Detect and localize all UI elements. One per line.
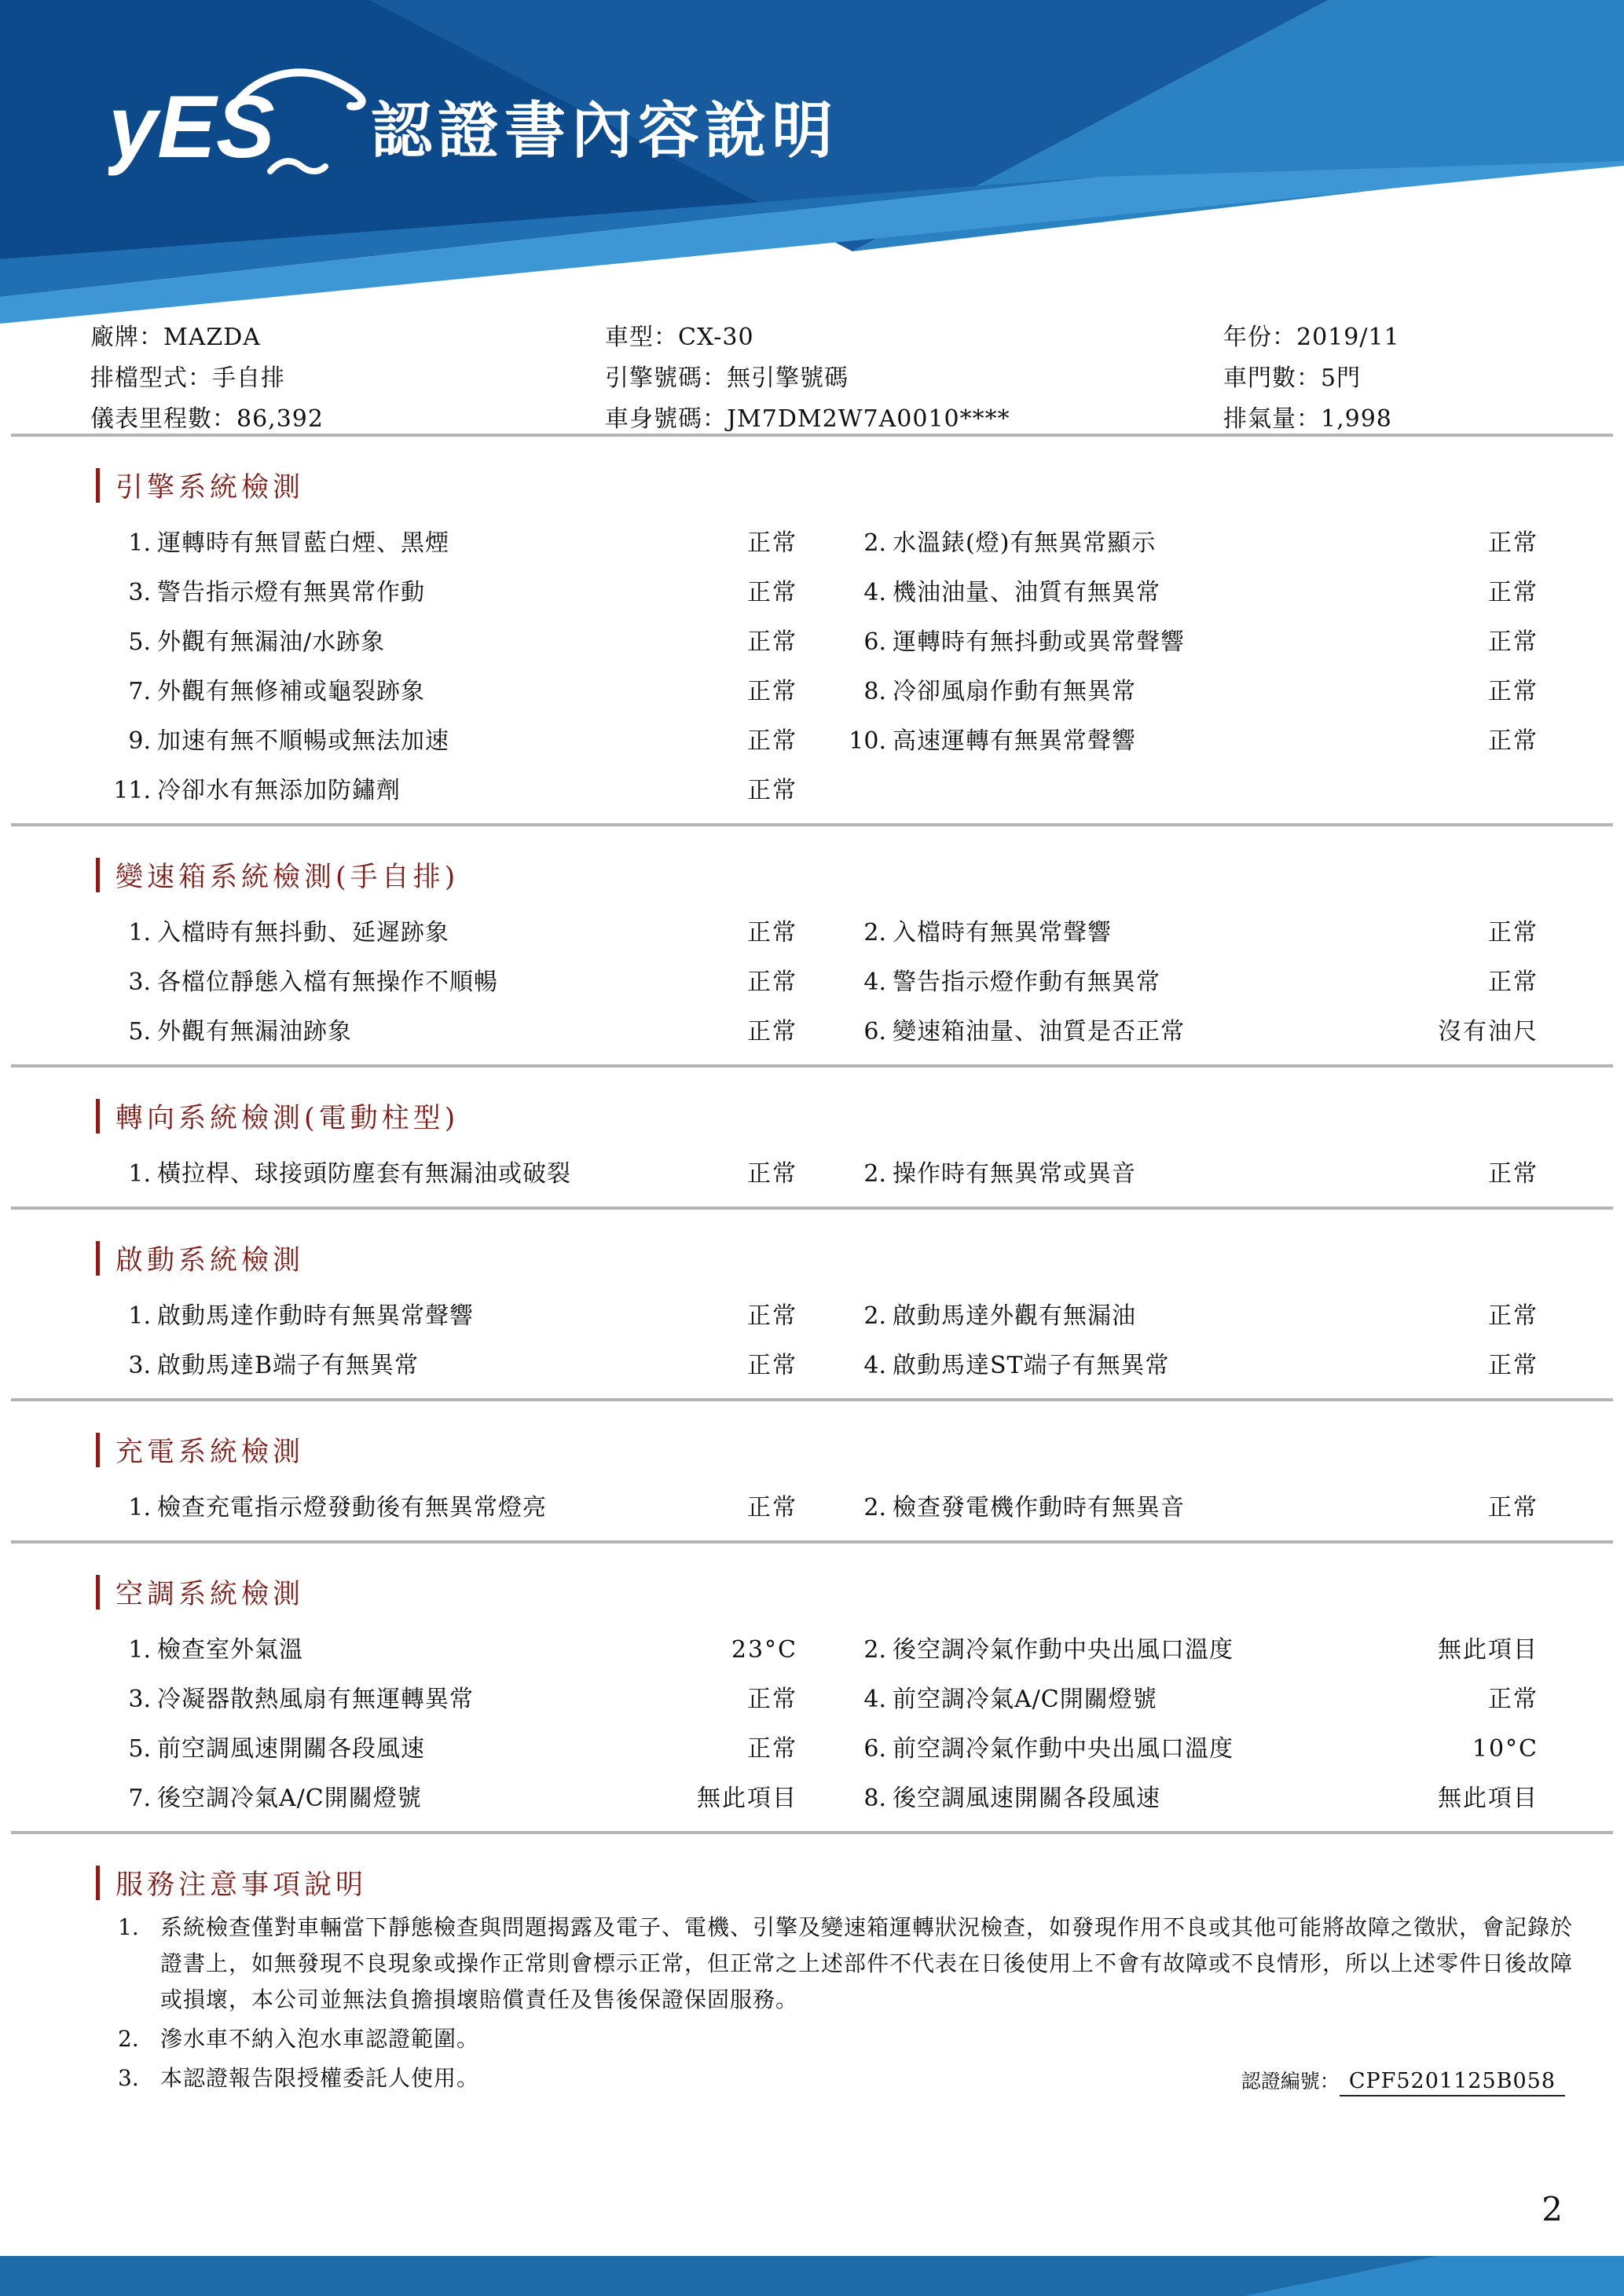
info-field-value: JM7DM2W7A0010**** [727,405,1010,433]
info-field [90,399,605,434]
item-label: 加速有無不順暢或無法加速 [157,727,449,755]
section-rows [0,1146,1624,1210]
item-value: 正常 [747,677,797,705]
item-number: 4. [863,1351,886,1379]
checklist-item [102,1488,797,1522]
item-number: 1. [128,1159,151,1188]
item-label: 檢查室外氣溫 [157,1635,303,1664]
item-number: 4. [863,1685,886,1713]
info-field-label: 車門數： [1223,364,1321,392]
item-value: 正常 [747,1302,797,1330]
item-value: 正常 [1488,1159,1538,1188]
checklist-item [838,1346,1538,1380]
note-text: 滲水車不納入泡水車認證範圍。 [160,2026,480,2052]
section-red-bar [96,1241,100,1276]
item-number: 11. [113,776,151,804]
divider [11,823,1613,826]
item-number: 5. [128,628,151,656]
info-field-value: 5門 [1321,364,1362,392]
info-field-label: 廠牌： [90,324,163,351]
vehicle-info [90,314,1567,437]
info-field-label: 排氣量： [1223,405,1321,433]
checklist-item [102,622,797,657]
info-row [90,396,1567,437]
item-number: 3. [128,968,151,996]
item-label: 外觀有無漏油跡象 [157,1017,352,1045]
item-number: 9. [128,727,151,755]
item-number: 1. [128,1635,151,1664]
item-label: 變速箱油量、油質是否正常 [893,1017,1185,1045]
item-number: 8. [863,677,886,705]
item-value: 正常 [747,968,797,996]
item-label: 運轉時有無抖動或異常聲響 [893,628,1185,656]
item-label: 外觀有無修補或龜裂跡象 [157,677,425,705]
item-value: 正常 [747,628,797,656]
item-label: 冷凝器散熱風扇有無運轉異常 [157,1685,474,1713]
item-number: 1. [128,529,151,557]
certificate-number-value: CPF5201125B058 [1340,2069,1565,2096]
note-text: 本認證報告限授權委託人使用。 [160,2065,480,2091]
section-rows [0,1480,1624,1543]
item-value: 無此項目 [1438,1784,1538,1812]
checklist-item [838,962,1538,997]
checklist-row [0,905,1624,954]
info-field-value: 86,392 [236,405,324,433]
checklist-row [0,614,1624,664]
item-value: 正常 [1488,727,1538,755]
item-number: 1. [128,1302,151,1330]
page-title: 認證書內容說明 [371,96,839,165]
item-label: 高速運轉有無異常聲響 [893,727,1136,755]
info-field [1223,358,1567,393]
item-number: 3. [128,578,151,606]
item-value: 正常 [1488,1493,1538,1522]
item-label: 檢查充電指示燈發動後有無異常燈亮 [157,1493,547,1522]
yes-logo [108,61,368,187]
checklist-row [0,515,1624,565]
section-header-starter [96,1241,1624,1276]
item-value: 正常 [1488,1302,1538,1330]
section-title: 啟動系統檢測 [115,1245,305,1276]
section-starter [0,1241,1624,1401]
checklist-row [0,1146,1624,1196]
item-value: 正常 [1488,968,1538,996]
section-rows [0,1288,1624,1401]
car-underline-icon [270,161,325,171]
checklist-item [838,622,1538,657]
item-label: 入檔時有無異常聲響 [893,918,1112,947]
info-field [605,317,1223,352]
item-number: 1. [128,918,151,947]
info-field-label: 車型： [605,324,678,351]
section-red-bar [96,1099,100,1133]
item-label: 入檔時有無抖動、延遲跡象 [157,918,449,947]
section-rows [0,1622,1624,1834]
item-value: 正常 [1488,529,1538,557]
checklist-row [0,763,1624,812]
section-red-bar [96,468,100,503]
item-value: 正常 [747,1351,797,1379]
checklist-row [0,565,1624,614]
item-label: 機油油量、油質有無異常 [893,578,1160,606]
item-label: 冷卻水有無添加防鏽劑 [157,776,401,804]
sections-container [0,468,1624,1834]
item-number: 2. [863,1302,886,1330]
info-field [90,317,605,352]
item-number: 2. [863,1493,886,1522]
checklist-row [0,1480,1624,1529]
section-header-charging [96,1433,1624,1467]
item-value: 正常 [1488,677,1538,705]
checklist-item [838,672,1538,706]
checklist-item [102,573,797,607]
section-steering [0,1099,1624,1210]
item-value: 正常 [1488,628,1538,656]
checklist-item [838,523,1538,558]
checklist-row [0,954,1624,1004]
notes-section [0,1866,1624,2096]
info-field [605,399,1223,434]
item-value: 正常 [747,918,797,947]
section-header-steering [96,1099,1624,1133]
item-label: 前空調風速開關各段風速 [157,1734,425,1763]
section-title: 充電系統檢測 [115,1437,305,1468]
checklist-item [838,721,1538,756]
item-label: 檢查發電機作動時有無異音 [893,1493,1185,1522]
item-label: 前空調冷氣A/C開關燈號 [893,1685,1157,1713]
checklist-item [838,913,1538,947]
certificate-number-line [1241,2066,1565,2094]
checklist-item [838,573,1538,607]
item-number: 8. [863,1784,886,1812]
item-label: 後空調冷氣作動中央出風口溫度 [893,1635,1234,1664]
item-value: 無此項目 [697,1784,797,1812]
checklist-row [0,1622,1624,1672]
item-number: 5. [128,1734,151,1763]
item-label: 警告指示燈有無異常作動 [157,578,425,606]
item-number: 4. [863,578,886,606]
item-value: 正常 [747,776,797,804]
note-item [0,2021,1624,2057]
item-value: 正常 [747,529,797,557]
checklist-item [102,1346,797,1380]
info-row [90,314,1567,355]
page-number: 2 [1542,2190,1563,2228]
checklist-row [0,664,1624,713]
item-value: 正常 [1488,1351,1538,1379]
checklist-item [838,1729,1538,1763]
divider [11,1398,1613,1401]
item-value: 正常 [747,1685,797,1713]
item-label: 前空調冷氣作動中央出風口溫度 [893,1734,1234,1763]
divider [11,1207,1613,1210]
divider [11,1064,1613,1067]
info-row [90,355,1567,396]
item-value: 正常 [747,1159,797,1188]
info-field-label: 排檔型式： [90,364,212,392]
item-label: 啟動馬達ST端子有無異常 [893,1351,1170,1379]
section-rows [0,515,1624,826]
note-text: 系統檢查僅對車輛當下靜態檢查與問題揭露及電子、電機、引擎及變速箱運轉狀況檢查，如發現作用不良或其他可能將故障之徵狀，會記錄於證書上，如無發現不良現象或操作正常則會標示正常，但正常之上述部件不代表在日後使用上不會有故障或不良情形，所以上述零件日後故障或損壞，本公司並無法負擔損壞賠償責任及售後保證保固服務。 [160,1914,1574,2012]
item-value: 正常 [1488,578,1538,606]
checklist-item [102,672,797,706]
divider [11,434,1613,437]
item-number: 3. [128,1685,151,1713]
info-field-value: 無引擎號碼 [727,364,849,392]
section-red-bar [96,1866,100,1900]
item-number: 5. [128,1017,151,1045]
checklist-item [102,523,797,558]
item-label: 啟動馬達外觀有無漏油 [893,1302,1136,1330]
checklist-item [838,1154,1538,1188]
checklist-item [838,1679,1538,1714]
checklist-row [0,1771,1624,1820]
section-header-engine [96,468,1624,503]
section-title: 空調系統檢測 [115,1579,305,1610]
checklist-row [0,1004,1624,1053]
checklist-item [102,1778,797,1813]
item-label: 啟動馬達B端子有無異常 [157,1351,420,1379]
section-title: 變速箱系統檢測(手自排) [115,862,460,893]
info-field-label: 車身號碼： [605,405,727,433]
item-label: 後空調冷氣A/C開關燈號 [157,1784,422,1812]
info-field-label: 年份： [1223,324,1296,351]
certificate-number-label: 認證編號： [1241,2070,1340,2093]
checklist-item [102,771,797,805]
checklist-item [838,1012,1538,1046]
item-value: 10°C [1472,1734,1538,1763]
checklist-row [0,1288,1624,1338]
item-number: 2. [863,1159,886,1188]
info-field [1223,399,1567,434]
item-value: 沒有油尺 [1438,1017,1538,1045]
item-value: 正常 [1488,1685,1538,1713]
item-value: 正常 [1488,918,1538,947]
section-aircon [0,1575,1624,1834]
checklist-row [0,1672,1624,1721]
divider [11,1831,1613,1834]
section-title: 轉向系統檢測(電動柱型) [115,1103,460,1134]
note-item [0,1910,1624,2018]
checklist-item [102,721,797,756]
item-number: 2. [863,529,886,557]
item-number: 6. [863,628,886,656]
info-field-value: 手自排 [212,364,285,392]
checklist-item [102,1154,797,1188]
checklist-row [0,1721,1624,1771]
item-label: 操作時有無異常或異音 [893,1159,1136,1188]
item-value: 23°C [731,1635,797,1664]
item-number: 6. [863,1017,886,1045]
item-number: 7. [128,677,151,705]
item-value: 正常 [747,1493,797,1522]
checklist-item [102,1296,797,1331]
footer-dark-shape [0,2256,1438,2296]
item-label: 警告指示燈作動有無異常 [893,968,1160,996]
item-value: 正常 [747,578,797,606]
checklist-item [102,1729,797,1763]
item-label: 各檔位靜態入檔有無操作不順暢 [157,968,498,996]
item-label: 外觀有無漏油/水跡象 [157,628,386,656]
section-engine [0,468,1624,826]
footer-banner [0,2256,1624,2296]
yes-logo-graphic [108,61,368,187]
section-title: 服務注意事項說明 [115,1869,368,1901]
info-field-value: MAZDA [163,324,261,351]
section-header-aircon [96,1575,1624,1609]
note-number: 1. [118,1914,139,1940]
section-title: 引擎系統檢測 [115,472,305,504]
item-number: 2. [863,918,886,947]
item-label: 橫拉桿、球接頭防塵套有無漏油或破裂 [157,1159,571,1188]
section-header-notes [96,1866,1624,1900]
item-label: 啟動馬達作動時有無異常聲響 [157,1302,474,1330]
checklist-item [838,1630,1538,1664]
document-body [0,434,1624,2096]
item-label: 水溫錶(燈)有無異常顯示 [893,529,1157,557]
note-number: 3. [118,2065,139,2091]
note-number: 2. [118,2026,139,2052]
checklist-item [102,1630,797,1664]
divider [11,1540,1613,1543]
item-number: 1. [128,1493,151,1522]
item-value: 正常 [747,727,797,755]
section-header-transmission [96,858,1624,892]
item-number: 7. [128,1784,151,1812]
checklist-item [102,1679,797,1714]
checklist-row [0,713,1624,763]
item-number: 6. [863,1734,886,1763]
section-transmission [0,858,1624,1067]
item-value: 無此項目 [1438,1635,1538,1664]
info-field-value: 2019/11 [1296,324,1400,351]
info-field-value: 1,998 [1321,405,1392,433]
item-value: 正常 [747,1734,797,1763]
checklist-item [102,1012,797,1046]
info-field-label: 儀表里程數： [90,405,236,433]
section-rows [0,905,1624,1067]
section-red-bar [96,858,100,892]
item-number: 10. [849,727,886,755]
section-charging [0,1433,1624,1543]
item-label: 冷卻風扇作動有無異常 [893,677,1136,705]
checklist-item [838,1296,1538,1331]
section-red-bar [96,1575,100,1609]
info-field-label: 引擎號碼： [605,364,727,392]
info-field [605,358,1223,393]
checklist-row [0,1338,1624,1387]
yes-logo-text: yES [108,78,275,176]
checklist-item [102,913,797,947]
item-label: 後空調風速開關各段風速 [893,1784,1160,1812]
info-field [90,358,605,393]
info-field [1223,317,1567,352]
item-value: 正常 [747,1017,797,1045]
section-red-bar [96,1433,100,1467]
info-field-value: CX-30 [678,324,754,351]
item-number: 4. [863,968,886,996]
item-label: 運轉時有無冒藍白煙、黑煙 [157,529,449,557]
checklist-item [838,1778,1538,1813]
item-number: 3. [128,1351,151,1379]
checklist-item [102,962,797,997]
item-number: 2. [863,1635,886,1664]
checklist-item [838,1488,1538,1522]
